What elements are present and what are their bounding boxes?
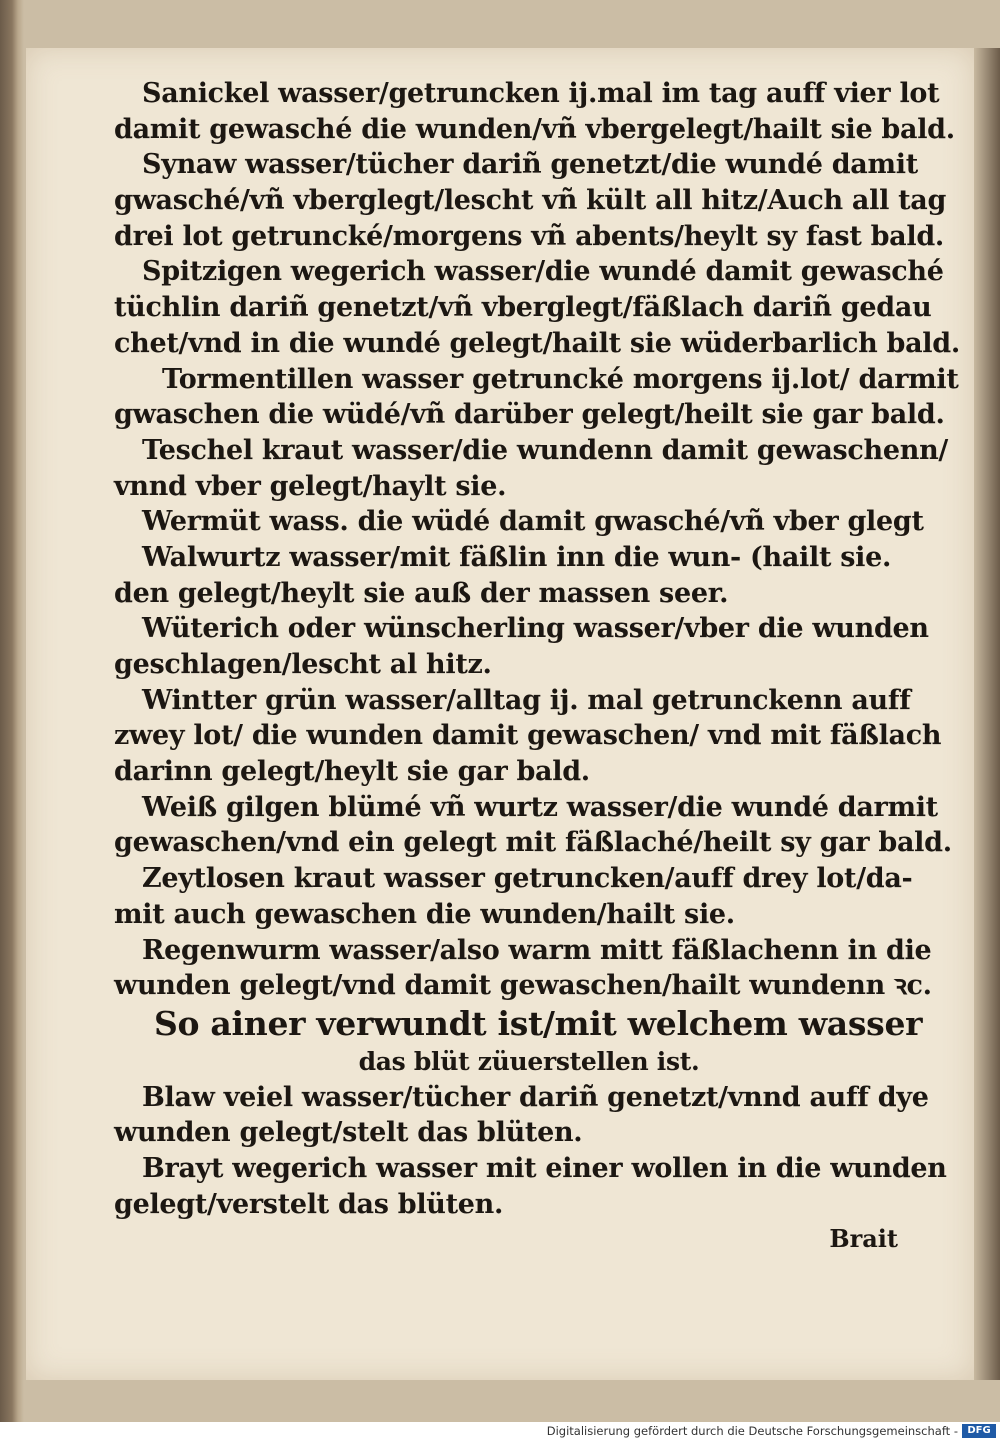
page-text — [114, 76, 960, 1222]
text-line: geschlagen/lescht al hitz. — [114, 649, 492, 680]
text-line: Zeytlosen kraut wasser getruncken/auff drey lot/da- — [142, 863, 913, 895]
text-line: gewaschen/vnd ein gelegt mit fäßlaché/heilt sy gar bald. — [114, 827, 952, 859]
text-line: gwaschen die wüdé/vñ darüber gelegt/heilt sie gar bald. — [114, 399, 945, 431]
text-line: damit gewasché die wunden/vñ vbergelegt/hailt sie bald. — [114, 113, 955, 145]
text-line: Regenwurm wasser/also warm mitt fäßlachenn in die — [142, 934, 932, 966]
text-line: chet/vnd in die wundé gelegt/hailt sie wüderbarlich bald. — [114, 327, 960, 359]
text-line: Blaw veiel wasser/tücher dariñ genetzt/vnnd auff dye — [142, 1081, 929, 1113]
text-line: Teschel kraut wasser/die wundenn damit gewaschenn/ — [142, 434, 948, 466]
text-line: vnnd vber gelegt/haylt sie. — [114, 470, 507, 502]
text-line: Spitzigen wegerich wasser/die wundé damit gewasché — [142, 256, 944, 288]
text-line: Sanickel wasser/getruncken ij.mal im tag auff vier lot — [142, 78, 940, 109]
catchword: Brait — [829, 1224, 898, 1253]
text-line: drei lot getruncké/morgens vñ abents/heylt sy fast bald. — [114, 220, 945, 252]
page-edge — [974, 48, 1000, 1380]
text-line: Walwurtz wasser/mit fäßlin inn die wun- (hailt sie. — [142, 541, 892, 573]
text-line: Brayt wegerich wasser mit einer wollen in die wunden — [142, 1152, 947, 1184]
section-heading: So ainer verwundt ist/mit welchem wasser — [154, 1003, 923, 1043]
text-line: wunden gelegt/vnd damit gewaschen/hailt wundenn ꝛc. — [114, 970, 932, 1002]
section-subheading: das blüt züuerstellen ist. — [358, 1046, 700, 1076]
text-line: Wintter grün wasser/alltag ij. mal getrunckenn auff — [142, 684, 911, 716]
text-line: gwasché/vñ vberglegt/lescht vñ kült all hitz/Auch all tag — [114, 185, 947, 217]
dfg-logo: DFG — [962, 1424, 996, 1438]
text-line: zwey lot/ die wunden damit gewaschen/ vnd mit fäßlach — [114, 720, 942, 752]
text-line: Weiß gilgen blümé vñ wurtz wasser/die wundé darmit — [142, 791, 938, 823]
text-line: den gelegt/heylt sie auß der massen seer. — [114, 577, 729, 609]
funding-notice: Digitalisierung gefördert durch die Deutsche Forschungsgemeinschaft - — [546, 1424, 958, 1438]
text-line: Wermüt wass. die wüdé damit gwasché/vñ vber glegt — [142, 506, 924, 538]
text-line: tüchlin dariñ genetzt/vñ vberglegt/fäßlach dariñ gedau — [114, 292, 932, 324]
text-line: gelegt/verstelt das blüten. — [114, 1188, 504, 1220]
text-line: Synaw wasser/tücher dariñ genetzt/die wundé damit — [142, 149, 918, 181]
text-line: Tormentillen wasser getruncké morgens ij.lot/ darmit — [162, 363, 959, 395]
text-line: mit auch gewaschen die wunden/hailt sie. — [114, 898, 735, 930]
text-line: wunden gelegt/stelt das blüten. — [114, 1117, 583, 1149]
text-line: Wüterich oder wünscherling wasser/vber die wunden — [142, 613, 929, 645]
text-line: darinn gelegt/heylt sie gar bald. — [114, 756, 590, 788]
